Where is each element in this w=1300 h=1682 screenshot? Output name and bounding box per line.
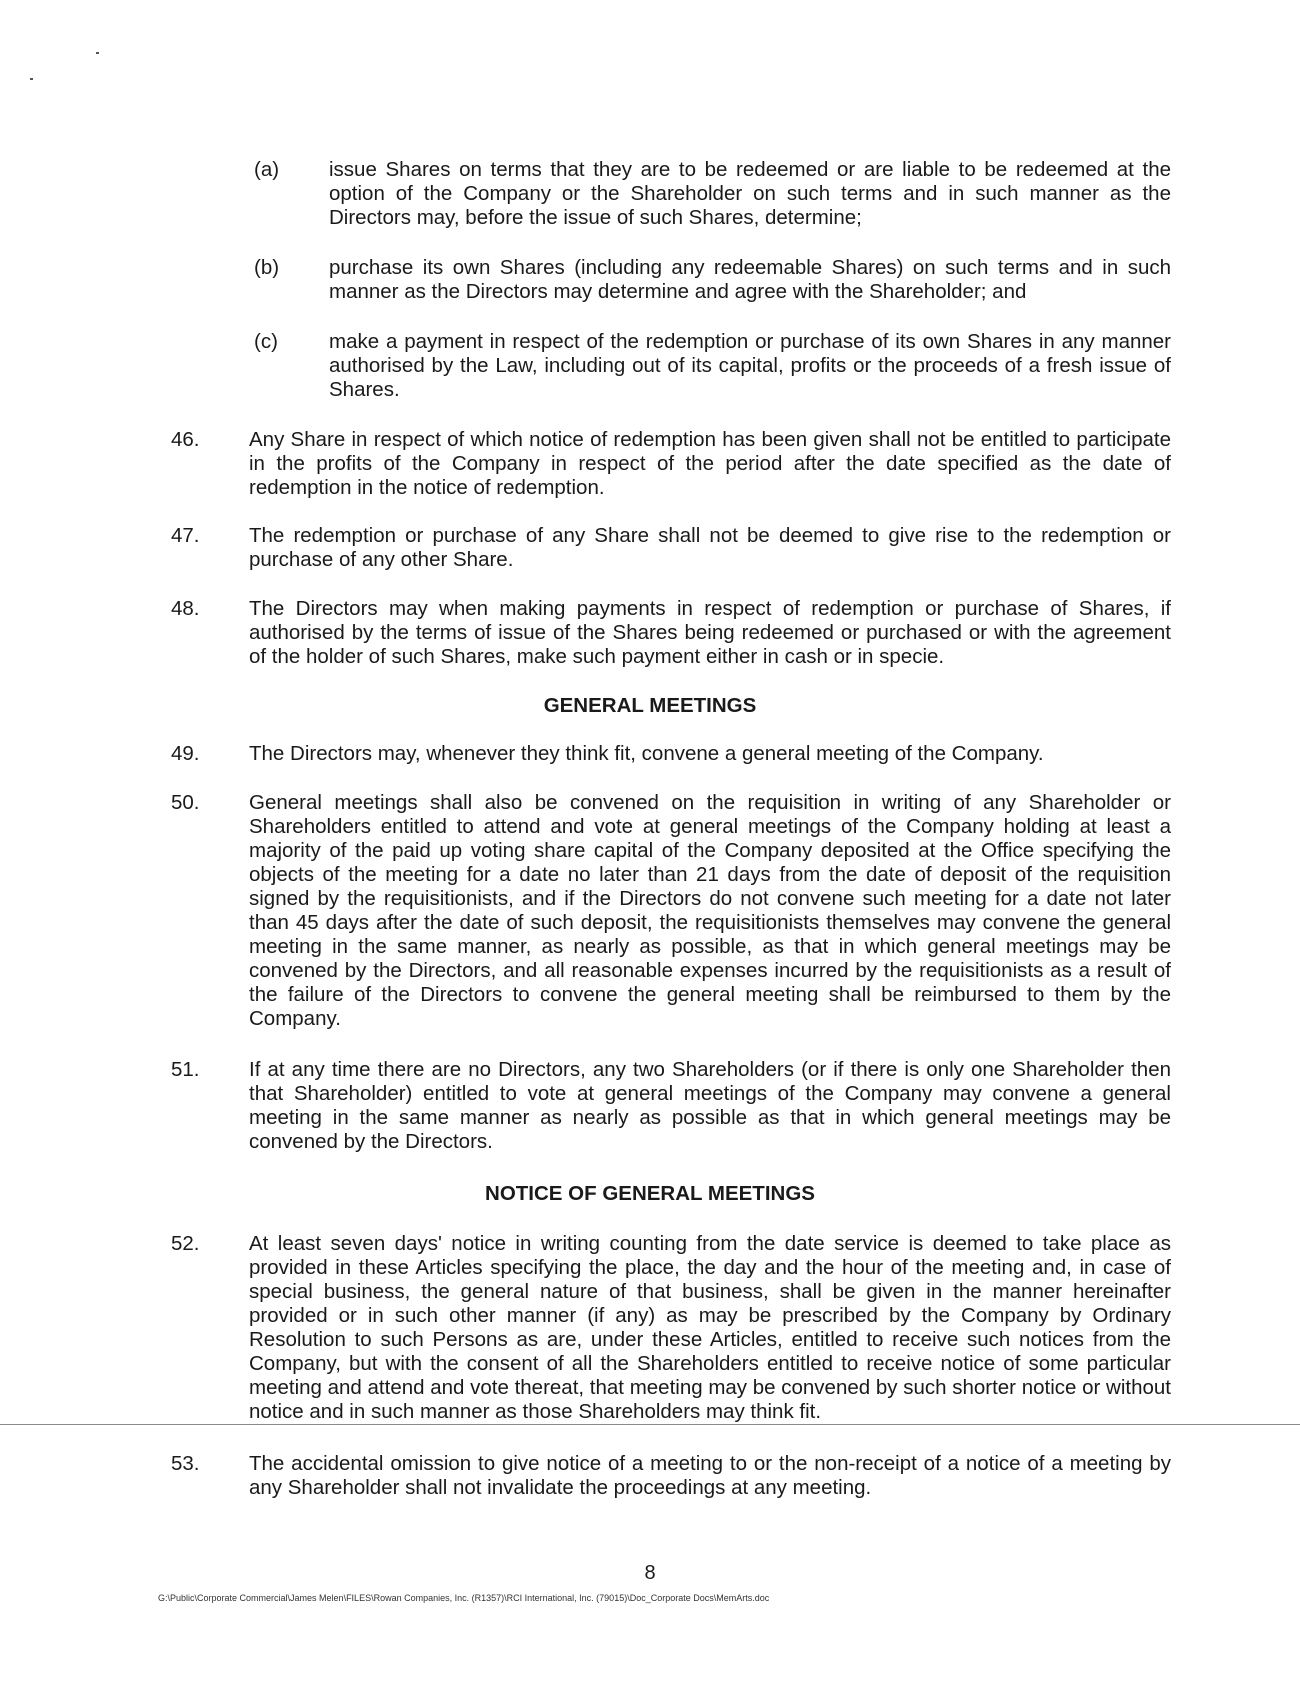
article-52 xyxy=(171,1232,1171,1424)
subclause-text: purchase its own Shares (including any redeemable Shares) on such terms and in such manner as the Directors may determine and agree with the Shareholder; and xyxy=(329,256,1171,303)
article-number: 48. xyxy=(171,597,200,620)
article-text: Any Share in respect of which notice of redemption has been given shall not be entitled to participate in the profits of the Company in respect of the period after the date specified as the date of redemption in the notice of redemption. xyxy=(249,428,1171,499)
subclause-a xyxy=(254,158,1171,230)
scan-line xyxy=(0,1424,1300,1425)
subclause-label: (a) xyxy=(254,158,280,181)
article-47 xyxy=(171,524,1171,572)
subclause-text: issue Shares on terms that they are to be redeemed or are liable to be redeemed at the option of the Company or the Shareholder on such terms and in such manner as the Directors may, before the issue of such Shares, determine; xyxy=(329,158,1171,229)
article-number: 46. xyxy=(171,428,200,451)
footer-file-path: G:\Public\Corporate Commercial\James Melen\FILES\Rowan Companies, Inc. (R1357)\RCI International, Inc. (79015)\Doc_Corporate Docs\MemArts.doc xyxy=(158,1593,770,1603)
article-46 xyxy=(171,428,1171,500)
article-number: 51. xyxy=(171,1058,200,1081)
subclause-b xyxy=(254,256,1171,304)
article-text: The redemption or purchase of any Share shall not be deemed to give rise to the redemption or purchase of any other Share. xyxy=(249,524,1171,571)
article-53 xyxy=(171,1452,1171,1500)
article-51 xyxy=(171,1058,1171,1154)
article-number: 52. xyxy=(171,1232,200,1255)
article-number: 47. xyxy=(171,524,200,547)
subclause-label: (b) xyxy=(254,256,280,279)
scan-speck xyxy=(30,78,33,80)
heading-notice-of-general-meetings: NOTICE OF GENERAL MEETINGS xyxy=(485,1182,815,1205)
article-text: If at any time there are no Directors, any two Shareholders (or if there is only one Shareholder then that Shareholder) entitled to vote at general meetings of the Company may convene a general meeting in the same manner as nearly as possible as that in which general meetings may be convened by the Directors. xyxy=(249,1058,1171,1153)
article-number: 53. xyxy=(171,1452,200,1475)
article-number: 49. xyxy=(171,742,200,765)
article-number: 50. xyxy=(171,791,200,814)
article-49 xyxy=(171,742,1171,766)
subclause-c xyxy=(254,330,1171,402)
article-50 xyxy=(171,791,1171,1031)
page-number: 8 xyxy=(644,1562,656,1584)
subclause-text: make a payment in respect of the redemption or purchase of its own Shares in any manner authorised by the Law, including out of its capital, profits or the proceeds of a fresh issue of Shares. xyxy=(329,330,1171,401)
subclause-label: (c) xyxy=(254,330,278,353)
heading-general-meetings: GENERAL MEETINGS xyxy=(543,694,757,717)
article-text: General meetings shall also be convened on the requisition in writing of any Shareholder or Shareholders entitled to attend and vote at general meetings of the Company holding at least a majority of the paid up voting share capital of the Company deposited at the Office specifying the objects of the meeting for a date no later than 21 days from the date of deposit of the requisition signed by the requisitionists, and if the Directors do not convene such meeting for a date not later than 45 days after the date of such deposit, the requisitionists themselves may convene the general meeting in the same manner, as nearly as possible, as that in which general meetings may be convened by the Directors, and all reasonable expenses incurred by the requisitionists as a result of the failure of the Directors to convene the general meeting shall be reimbursed to them by the Company. xyxy=(249,791,1171,1030)
article-text: At least seven days' notice in writing counting from the date service is deemed to take place as provided in these Articles specifying the place, the day and the hour of the meeting and, in case of special business, the general nature of that business, shall be given in the manner hereinafter provided or in such other manner (if any) as may be prescribed by the Company by Ordinary Resolution to such Persons as are, under these Articles, entitled to receive such notices from the Company, but with the consent of all the Shareholders entitled to receive notice of some particular meeting and attend and vote thereat, that meeting may be convened by such shorter notice or without notice and in such manner as those Shareholders may think fit. xyxy=(249,1232,1171,1423)
article-48 xyxy=(171,597,1171,669)
article-text: The Directors may when making payments in respect of redemption or purchase of Shares, if authorised by the terms of issue of the Shares being redeemed or purchased or with the agreement of the holder of such Shares, make such payment either in cash or in specie. xyxy=(249,597,1171,668)
article-text: The Directors may, whenever they think fit, convene a general meeting of the Company. xyxy=(249,742,1044,765)
scan-speck xyxy=(96,52,99,54)
article-text: The accidental omission to give notice of a meeting to or the non-receipt of a notice of a meeting by any Shareholder shall not invalidate the proceedings at any meeting. xyxy=(249,1452,1171,1499)
